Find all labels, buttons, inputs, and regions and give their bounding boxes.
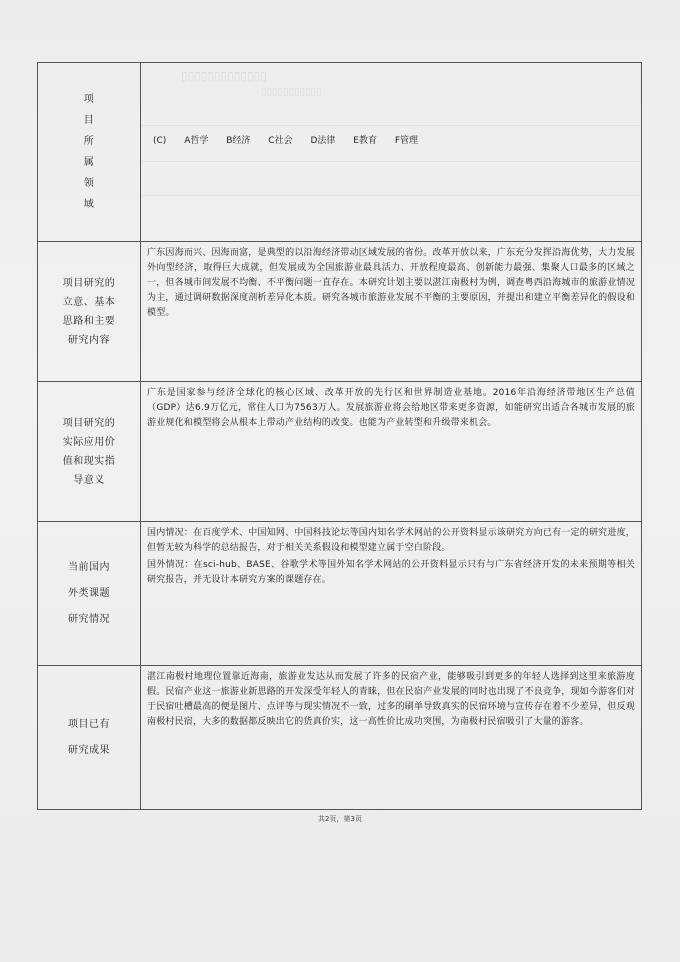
field-label-cell: [38, 63, 141, 242]
field-option: B经济: [226, 136, 251, 146]
row-label-cell: [38, 382, 141, 522]
field-option: C社会: [268, 136, 293, 146]
research-content-text: 广东因海而兴、因海而富，是典型的以沿海经济带动区域发展的省份。改革开放以来，广东充分发挥沿海优势，大力发展外向型经济，取得巨大成就，但发展成为全国旅游业最具活力、开放程度最高、创新能力最强、集聚人口最多的区域之一，但各城市间发展不均衡、不平衡问题一直存在。本研究计划主要以湛江南极村为例，调查粤西沿海城市的旅游业情况为主，通过调研数据深度剖析差异化本质。研究各城市旅游业发展不平衡的主要原因，并提出和建立平衡差异化的假设和模型。: [147, 248, 635, 318]
research-content-cell: [141, 242, 642, 382]
field-content-cell: [141, 63, 642, 242]
field-options: [153, 133, 433, 146]
field-option: A哲学: [184, 136, 209, 146]
field-selected-code: (C): [153, 136, 167, 146]
field-option: E教育: [353, 136, 377, 146]
row-label-cell: [38, 522, 141, 666]
application-value-cell: [141, 382, 642, 522]
field-label-char: 项: [83, 94, 95, 105]
field-label-char: 属: [83, 157, 95, 168]
field-option: D法律: [310, 136, 336, 146]
field-label-char: 域: [83, 199, 95, 210]
field-label-char: 目: [83, 115, 95, 126]
application-form-table: [37, 62, 642, 810]
field-label-char: 所: [83, 136, 95, 147]
row-label-cell: [38, 666, 141, 810]
domestic-status-text: 国内情况：在百度学术、中国知网、中国科技论坛等国内知名学术网站的公开资料显示该研究方向已有一定的研究进度，但暂无较为科学的总结报告，对于相关关系假设和模型建立属于空白阶段。: [147, 528, 635, 553]
bleed-through-line: [141, 161, 641, 162]
research-results-text: 湛江南极村地理位置靠近海南，旅游业发达从而发展了许多的民宿产业，能够吸引到更多的年轻人选择到这里来旅游度假。民宿产业这一旅游业新思路的开发深受年轻人的青睐，但在民宿产业发展的同时也出现了不良竞争，现如今游客们对于民宿吐槽最高的便是图片、点评等与现实情况不一致，过多的刷单导致真实的民宿环境与宣传存在着不少差异，但反观南极村民宿，大多的数据都反映出它的货真价实，这一高性价比成功突围，为南极村民宿吸引了大量的游客。: [147, 672, 635, 727]
bleed-through-line: [141, 125, 641, 126]
application-value-text: 广东是国家参与经济全球化的核心区域、改革开放的先行区和世界制造业基地。2016年沿海经济带地区生产总值（GDP）达6.9万亿元，常住人口为7563万人。发展旅游业将会给地区带来更多资源，如能研究出适合各城市发展的旅游业规化和模型将会从根本上带动产业结构的改变。也能为产业转型和升级带来机会。: [147, 388, 635, 428]
row-label: 项目已有 研究成果: [68, 718, 110, 756]
research-results-cell: [141, 666, 642, 810]
page-number: 共2页，第3页: [318, 815, 362, 823]
field-option: F管理: [394, 136, 419, 146]
row-label: 项目研究的 实际应用价 值和现实指 导意义: [62, 417, 116, 486]
bleed-through-line: [141, 195, 641, 196]
foreign-status-text: 国外情况：在sci-hub、BASE、谷歌学术等国外知名学术网站的公开资料显示只有与广东省经济开发的未来预期等相关研究报告，并无设计本研究方案的课题存在。: [147, 560, 635, 585]
row-label: 项目研究的 立意、基本 思路和主要 研究内容: [62, 277, 116, 346]
field-label-char: 领: [83, 178, 95, 189]
bleed-through-mark: ▯▯▯▯▯▯▯▯▯▯▯: [261, 87, 322, 98]
field-label: [38, 63, 140, 241]
row-label-cell: [38, 242, 141, 382]
row-label: 当前国内 外类课题 研究情况: [68, 561, 110, 625]
research-status-cell: [141, 522, 642, 666]
bleed-through-mark: ▯▯▯▯▯▯▯▯▯▯▯▯▯: [181, 69, 267, 83]
